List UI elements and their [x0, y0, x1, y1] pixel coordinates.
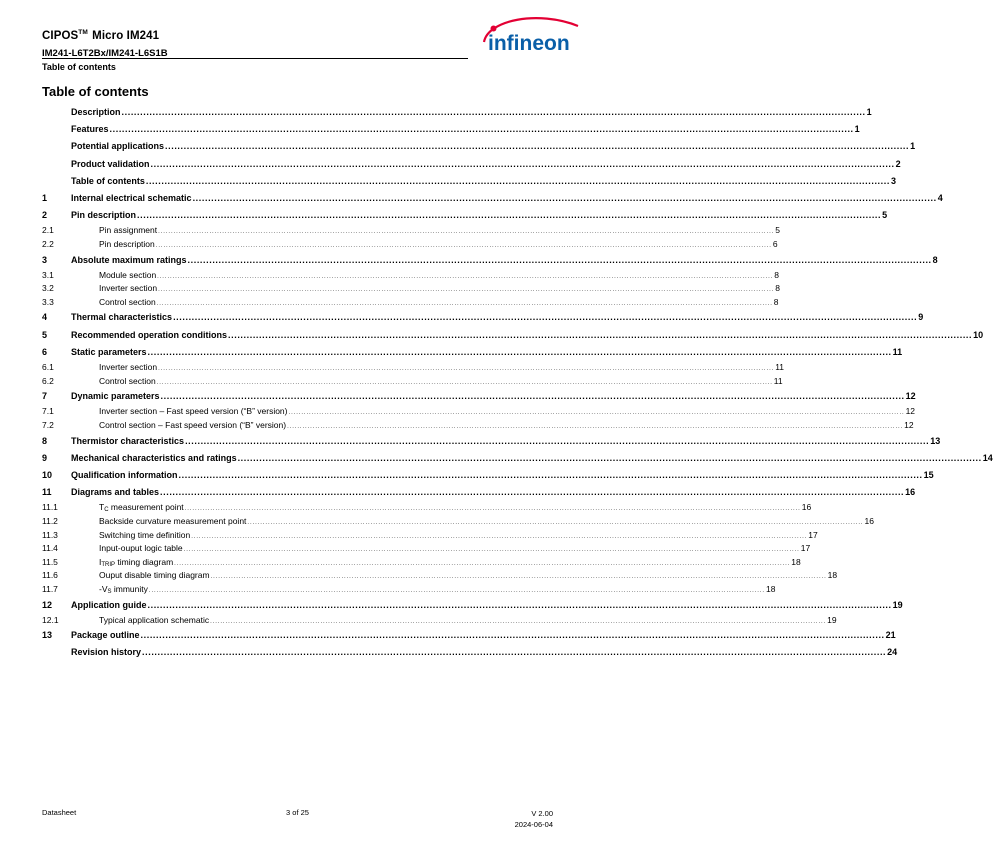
toc-subentry[interactable] [42, 515, 874, 529]
toc-entry-title: Backside curvature measurement point [99, 515, 247, 526]
toc-entry-page: 8 [774, 269, 779, 280]
toc-leader-dots: ................................................................................................................................................................................................................................................ [109, 124, 854, 135]
toc-entry[interactable] [42, 344, 903, 361]
toc-entry[interactable] [42, 627, 896, 644]
toc-entry-title: Control section [99, 375, 156, 386]
toc-leader-dots: ................................................................................................................................................................................................................................................ [121, 107, 866, 117]
toc-entry-page: 12 [905, 406, 916, 417]
toc-leader-dots: ................................................................................................................................................................................................................................................ [287, 424, 904, 430]
toc-entry-number: 11 [42, 487, 52, 498]
toc-subentry[interactable] [42, 375, 783, 389]
toc-entry[interactable] [42, 121, 860, 138]
toc-subentry[interactable] [42, 501, 812, 515]
toc-entry-title: Pin description [71, 210, 137, 221]
toc-leader-dots: ................................................................................................................................................................................................................................................ [160, 391, 905, 402]
toc-leader-dots: ................................................................................................................................................................................................................................................ [184, 506, 801, 513]
header-divider [42, 58, 468, 59]
toc-entry-title: Potential applications [71, 141, 165, 152]
toc-entry[interactable] [42, 252, 938, 269]
toc-entry-title: Product validation [71, 158, 150, 169]
toc-entry-title: Dynamic parameters [71, 391, 160, 402]
toc-entry-page: 1 [854, 124, 860, 135]
toc-leader-dots: ................................................................................................................................................................................................................................................ [187, 254, 932, 265]
toc-subentry[interactable] [42, 542, 811, 556]
toc-leader-dots: ................................................................................................................................................................................................................................................ [210, 618, 827, 625]
toc-entry[interactable] [42, 309, 924, 326]
toc-entry-number: 7.1 [42, 406, 54, 417]
toc-entry-title: $I_{TRIP}$ timing diagram [99, 556, 174, 568]
toc-entry-title: Switching time definition [99, 529, 191, 540]
toc-entry-title: Thermal characteristics [71, 312, 173, 323]
toc-entry[interactable] [42, 190, 943, 207]
toc-leader-dots: ................................................................................................................................................................................................................................................ [148, 587, 765, 594]
table-of-contents [42, 104, 993, 662]
toc-subentry[interactable] [42, 238, 778, 252]
toc-entry-number: 6.1 [42, 362, 54, 373]
toc-entry-number: 11.1 [42, 502, 58, 513]
toc-entry-number: 7 [42, 391, 48, 402]
toc-entry-page: 1 [910, 141, 916, 152]
toc-entry-title: Mechanical characteristics and ratings [71, 452, 237, 463]
toc-entry-number: 5 [42, 329, 48, 340]
toc-entry-number: 8 [42, 435, 48, 446]
toc-entry-page: 17 [800, 543, 811, 554]
toc-leader-dots: ................................................................................................................................................................................................................................................ [158, 287, 775, 294]
toc-entry-page: 4 [937, 192, 943, 203]
toc-entry[interactable] [42, 327, 984, 344]
toc-entry-page: 3 [890, 175, 896, 186]
toc-entry-page: 15 [923, 469, 934, 480]
toc-leader-dots: ................................................................................................................................................................................................................................................ [191, 533, 808, 540]
toc-entry-title: Inverter section [99, 362, 158, 373]
toc-entry-number: 11.4 [42, 543, 58, 554]
toc-entry-number: 9 [42, 452, 48, 463]
document-title: CIPOS™ Micro IM241 [42, 29, 160, 42]
toc-subentry[interactable] [42, 569, 838, 583]
toc-entry-page: 17 [808, 529, 818, 540]
toc-leader-dots: ................................................................................................................................................................................................................................................ [150, 158, 895, 169]
toc-entry-title: Pin description [99, 238, 155, 249]
toc-entry-number: 11.6 [42, 570, 58, 581]
toc-entry[interactable] [42, 597, 903, 614]
toc-entry-title: Revision history [71, 647, 142, 658]
toc-leader-dots: ................................................................................................................................................................................................................................................ [165, 141, 910, 152]
toc-entry-number: 3.1 [42, 269, 54, 280]
toc-entry-page: 13 [930, 435, 941, 446]
toc-entry-number: 13 [42, 630, 53, 641]
document-header [42, 26, 468, 59]
toc-entry-title: Qualification information [71, 469, 178, 480]
toc-entry-page: 11 [773, 375, 783, 386]
toc-entry-page: 19 [827, 614, 837, 625]
footer-version: V 2.00 [531, 809, 553, 818]
running-section-label: Table of contents [42, 62, 116, 72]
toc-heading: Table of contents [42, 84, 149, 99]
toc-leader-dots: ................................................................................................................................................................................................................................................ [155, 242, 772, 249]
toc-entry-title: $-V_S$ immunity [99, 583, 148, 595]
document-subtitle: IM241-L6T2Bx/IM241-L6S1B [42, 48, 168, 59]
toc-entry-page: 18 [827, 570, 838, 581]
toc-entry-page: 24 [887, 647, 898, 658]
toc-subentry[interactable] [42, 224, 780, 238]
toc-entry-page: 16 [864, 515, 874, 526]
toc-entry-page: 14 [982, 452, 993, 463]
toc-subentry[interactable] [42, 269, 779, 283]
toc-entry[interactable] [42, 484, 916, 501]
toc-entry-page: 8 [773, 296, 779, 307]
toc-entry-title: Absolute maximum ratings [71, 254, 187, 265]
toc-entry-title: Package outline [71, 630, 140, 641]
toc-entry-number: 3 [42, 254, 48, 265]
footer-date: 2024-06-04 [514, 820, 553, 829]
footer-doc-type: Datasheet [42, 808, 77, 817]
toc-entry-page: 1 [866, 107, 872, 117]
toc-entry[interactable] [42, 156, 901, 173]
toc-leader-dots: ................................................................................................................................................................................................................................................ [157, 273, 774, 280]
toc-entry-title: $T_C$ measurement point [99, 502, 184, 514]
toc-entry-page: 2 [895, 158, 901, 169]
toc-entry-number: 4 [42, 312, 48, 323]
toc-leader-dots: ................................................................................................................................................................................................................................................ [228, 329, 973, 340]
infineon-logo [478, 12, 584, 62]
toc-entry-number: 12 [42, 599, 53, 610]
toc-entry-number: 2.1 [42, 225, 54, 236]
toc-entry-page: 8 [932, 254, 938, 265]
toc-leader-dots: ................................................................................................................................................................................................................................................ [237, 452, 982, 463]
toc-leader-dots: ................................................................................................................................................................................................................................................ [160, 487, 905, 498]
toc-entry-number: 11.3 [42, 529, 58, 540]
toc-leader-dots: ................................................................................................................................................................................................................................................ [247, 519, 864, 526]
toc-entry-page: 10 [973, 329, 984, 340]
toc-leader-dots: ................................................................................................................................................................................................................................................ [174, 560, 791, 567]
toc-leader-dots: ................................................................................................................................................................................................................................................ [137, 210, 882, 221]
toc-entry-title: Static parameters [71, 346, 147, 357]
toc-leader-dots: ................................................................................................................................................................................................................................................ [145, 175, 890, 186]
toc-leader-dots: ................................................................................................................................................................................................................................................ [156, 300, 773, 307]
toc-entry[interactable] [42, 433, 941, 450]
toc-leader-dots: ................................................................................................................................................................................................................................................ [142, 647, 887, 658]
toc-leader-dots: ................................................................................................................................................................................................................................................ [288, 410, 905, 417]
toc-entry-title: Inverter section [99, 283, 158, 294]
toc-entry[interactable] [42, 467, 934, 484]
toc-entry-title: Pin assignment [99, 225, 158, 236]
toc-entry-number: 1 [42, 192, 48, 203]
toc-subentry[interactable] [42, 556, 801, 570]
toc-entry-number: 12.1 [42, 614, 59, 625]
toc-entry-title: Ouput disable timing diagram [99, 570, 210, 581]
toc-entry-page: 21 [885, 630, 896, 641]
toc-entry-title: Inverter section – Fast speed version (“B” version) [99, 406, 288, 417]
toc-leader-dots: ................................................................................................................................................................................................................................................ [185, 435, 930, 446]
toc-entry-number: 2.2 [42, 238, 54, 249]
toc-leader-dots: ................................................................................................................................................................................................................................................ [140, 630, 885, 641]
toc-subentry[interactable] [42, 361, 785, 375]
toc-leader-dots: ................................................................................................................................................................................................................................................ [156, 379, 773, 386]
toc-subentry[interactable] [42, 282, 780, 296]
toc-leader-dots: ................................................................................................................................................................................................................................................ [147, 599, 892, 610]
toc-entry-page: 8 [775, 283, 780, 294]
toc-subentry[interactable] [42, 529, 818, 543]
toc-entry-title: Control section [99, 296, 156, 307]
toc-entry-page: 12 [904, 420, 914, 430]
toc-entry[interactable] [42, 138, 916, 155]
toc-leader-dots: ................................................................................................................................................................................................................................................ [158, 366, 775, 373]
toc-entry-title: Internal electrical schematic [71, 192, 192, 203]
toc-entry-title: Control section – Fast speed version (“B” version) [99, 420, 287, 430]
toc-entry-page: 18 [765, 583, 776, 594]
toc-entry-number: 6 [42, 346, 48, 357]
toc-entry-page: 11 [775, 362, 785, 373]
toc-subentry[interactable] [42, 296, 779, 310]
toc-entry-title: Table of contents [71, 175, 145, 186]
toc-entry-title: Recommended operation conditions [71, 329, 228, 340]
toc-entry-title: Input-ouput logic table [99, 543, 183, 554]
toc-entry-title: Module section [99, 269, 157, 280]
toc-subentry[interactable] [42, 583, 776, 597]
toc-entry[interactable] [42, 207, 888, 224]
toc-entry-number: 3.2 [42, 283, 54, 294]
toc-subentry[interactable] [42, 419, 914, 433]
logo-wordmark: infineon [488, 32, 570, 55]
toc-entry-number: 11.5 [42, 556, 58, 567]
toc-entry-number: 11.2 [42, 515, 58, 526]
toc-entry-number: 6.2 [42, 375, 54, 386]
toc-leader-dots: ................................................................................................................................................................................................................................................ [192, 192, 937, 203]
toc-entry[interactable] [42, 104, 872, 121]
toc-entry-number: 11.7 [42, 583, 58, 594]
toc-leader-dots: ................................................................................................................................................................................................................................................ [210, 574, 827, 581]
toc-entry-number: 3.3 [42, 296, 54, 307]
toc-entry-title: Application guide [71, 599, 147, 610]
toc-entry[interactable] [42, 173, 896, 190]
footer-page-number: 3 of 25 [286, 808, 309, 817]
toc-entry-page: 19 [892, 599, 903, 610]
toc-entry[interactable] [42, 388, 916, 405]
toc-subentry[interactable] [42, 614, 837, 628]
footer-version-date [515, 808, 553, 830]
toc-entry-page: 5 [775, 225, 780, 236]
toc-leader-dots: ................................................................................................................................................................................................................................................ [173, 312, 918, 323]
toc-entry-page: 6 [772, 238, 778, 249]
toc-entry[interactable] [42, 644, 898, 661]
toc-entry-title: Typical application schematic [99, 614, 210, 625]
toc-entry-page: 11 [892, 346, 903, 357]
toc-entry-title: Diagrams and tables [71, 487, 160, 498]
toc-entry-page: 9 [918, 312, 924, 323]
toc-leader-dots: ................................................................................................................................................................................................................................................ [147, 346, 892, 357]
toc-entry[interactable] [42, 450, 993, 467]
toc-entry-page: 12 [905, 391, 916, 402]
toc-entry-title: Description [71, 107, 121, 117]
toc-leader-dots: ................................................................................................................................................................................................................................................ [158, 229, 775, 236]
toc-entry-number: 7.2 [42, 420, 54, 430]
toc-entry-title: Features [71, 124, 109, 135]
toc-subentry[interactable] [42, 405, 916, 419]
toc-entry-page: 18 [791, 556, 801, 567]
toc-entry-page: 16 [801, 502, 812, 513]
toc-entry-title: Thermistor characteristics [71, 435, 185, 446]
toc-leader-dots: ................................................................................................................................................................................................................................................ [178, 469, 923, 480]
toc-entry-page: 16 [905, 487, 916, 498]
toc-entry-number: 2 [42, 210, 48, 221]
toc-entry-number: 10 [42, 469, 53, 480]
toc-leader-dots: ................................................................................................................................................................................................................................................ [183, 547, 800, 554]
toc-entry-page: 5 [882, 210, 888, 221]
